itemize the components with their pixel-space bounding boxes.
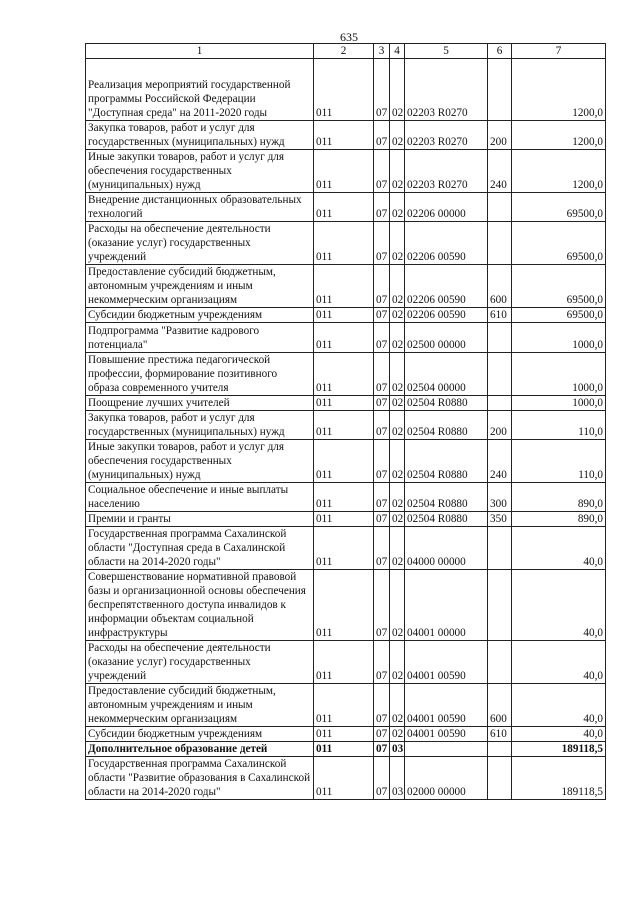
row-name-cell: Подпрограмма "Развитие кадрового потенциала" xyxy=(86,323,314,353)
row-code-cell: 011 xyxy=(314,757,374,800)
row-expense-type-cell: 300 xyxy=(488,483,512,512)
row-subsection-cell: 02 xyxy=(390,727,405,742)
row-amount-cell: 1000,0 xyxy=(512,323,606,353)
row-expense-type-cell: 240 xyxy=(488,150,512,193)
row-expense-type-cell: 600 xyxy=(488,684,512,727)
header-cell: 4 xyxy=(390,44,405,59)
row-target-cell: 02500 00000 xyxy=(405,323,488,353)
row-name-cell: Реализация мероприятий государственной программы Российской Федерации "Доступная среда" на 2011-2020 годы xyxy=(86,59,314,121)
row-expense-type-cell xyxy=(488,222,512,265)
row-section-cell: 07 xyxy=(374,411,390,440)
row-section-cell: 07 xyxy=(374,440,390,483)
table-row xyxy=(86,440,606,483)
header-cell: 5 xyxy=(405,44,488,59)
row-amount-cell: 1200,0 xyxy=(512,150,606,193)
table-row xyxy=(86,512,606,527)
table-row xyxy=(86,396,606,411)
row-amount-cell: 40,0 xyxy=(512,727,606,742)
row-amount-cell: 890,0 xyxy=(512,483,606,512)
page-number: 635 xyxy=(340,30,358,44)
row-code-cell: 011 xyxy=(314,483,374,512)
row-name-cell: Иные закупки товаров, работ и услуг для обеспечения государственных (муниципальных) нужд xyxy=(86,150,314,193)
row-section-cell: 07 xyxy=(374,59,390,121)
row-subsection-cell: 02 xyxy=(390,150,405,193)
row-expense-type-cell xyxy=(488,59,512,121)
row-target-cell: 04001 00590 xyxy=(405,684,488,727)
row-expense-type-cell xyxy=(488,757,512,800)
row-target-cell: 02504 R0880 xyxy=(405,411,488,440)
table-row xyxy=(86,121,606,150)
row-subsection-cell: 02 xyxy=(390,684,405,727)
row-amount-cell: 1000,0 xyxy=(512,353,606,396)
row-code-cell: 011 xyxy=(314,150,374,193)
row-code-cell: 011 xyxy=(314,440,374,483)
row-name-cell: Предоставление субсидий бюджетным, автономным учреждениям и иным некоммерческим организациям xyxy=(86,684,314,727)
row-target-cell: 02000 00000 xyxy=(405,757,488,800)
row-expense-type-cell: 200 xyxy=(488,411,512,440)
row-name-cell: Совершенствование нормативной правовой базы и организационной основы обеспечения беспрепятственного доступа инвалидов к информации объектам социальной инфраструктуры xyxy=(86,570,314,641)
row-name-cell: Премии и гранты xyxy=(86,512,314,527)
row-target-cell: 02203 R0270 xyxy=(405,150,488,193)
row-section-cell: 07 xyxy=(374,684,390,727)
table-row xyxy=(86,150,606,193)
row-code-cell: 011 xyxy=(314,222,374,265)
row-name-cell: Государственная программа Сахалинской области "Развитие образования в Сахалинской области на 2014-2020 годы" xyxy=(86,757,314,800)
table-row xyxy=(86,59,606,121)
row-target-cell: 02504 R0880 xyxy=(405,396,488,411)
row-name-cell: Расходы на обеспечение деятельности (оказание услуг) государственных учреждений xyxy=(86,641,314,684)
row-code-cell: 011 xyxy=(314,308,374,323)
row-name-cell: Закупка товаров, работ и услуг для государственных (муниципальных) нужд xyxy=(86,411,314,440)
row-amount-cell: 40,0 xyxy=(512,641,606,684)
table-row xyxy=(86,684,606,727)
header-cell: 7 xyxy=(512,44,606,59)
row-target-cell: 02504 00000 xyxy=(405,353,488,396)
row-name-cell: Иные закупки товаров, работ и услуг для обеспечения государственных (муниципальных) нужд xyxy=(86,440,314,483)
row-expense-type-cell xyxy=(488,193,512,222)
row-target-cell: 04001 00000 xyxy=(405,570,488,641)
row-amount-cell: 69500,0 xyxy=(512,308,606,323)
row-section-cell: 07 xyxy=(374,757,390,800)
row-section-cell: 07 xyxy=(374,222,390,265)
row-section-cell: 07 xyxy=(374,483,390,512)
row-subsection-cell: 02 xyxy=(390,308,405,323)
row-amount-cell: 1200,0 xyxy=(512,59,606,121)
row-section-cell: 07 xyxy=(374,265,390,308)
row-expense-type-cell xyxy=(488,396,512,411)
row-expense-type-cell xyxy=(488,323,512,353)
table-row xyxy=(86,570,606,641)
row-code-cell: 011 xyxy=(314,684,374,727)
row-code-cell: 011 xyxy=(314,411,374,440)
row-section-cell: 07 xyxy=(374,641,390,684)
row-amount-cell: 40,0 xyxy=(512,570,606,641)
row-expense-type-cell xyxy=(488,641,512,684)
row-target-cell: 02206 00590 xyxy=(405,308,488,323)
row-name-cell: Закупка товаров, работ и услуг для государственных (муниципальных) нужд xyxy=(86,121,314,150)
table-row xyxy=(86,323,606,353)
row-subsection-cell: 02 xyxy=(390,641,405,684)
row-section-cell: 07 xyxy=(374,570,390,641)
row-section-cell: 07 xyxy=(374,121,390,150)
table-row xyxy=(86,483,606,512)
table-row xyxy=(86,757,606,800)
row-code-cell: 011 xyxy=(314,193,374,222)
row-amount-cell: 40,0 xyxy=(512,684,606,727)
row-subsection-cell: 02 xyxy=(390,440,405,483)
row-amount-cell: 69500,0 xyxy=(512,222,606,265)
row-expense-type-cell xyxy=(488,570,512,641)
row-subsection-cell: 02 xyxy=(390,353,405,396)
row-code-cell: 011 xyxy=(314,396,374,411)
row-subsection-cell: 02 xyxy=(390,527,405,570)
row-target-cell xyxy=(405,742,488,757)
budget-table xyxy=(85,43,606,800)
row-expense-type-cell: 600 xyxy=(488,265,512,308)
row-expense-type-cell: 240 xyxy=(488,440,512,483)
table-row xyxy=(86,193,606,222)
row-section-cell: 07 xyxy=(374,323,390,353)
table-row xyxy=(86,308,606,323)
row-target-cell: 02206 00000 xyxy=(405,193,488,222)
row-subsection-cell: 02 xyxy=(390,193,405,222)
table-row xyxy=(86,265,606,308)
row-expense-type-cell: 200 xyxy=(488,121,512,150)
row-code-cell: 011 xyxy=(314,742,374,757)
row-section-cell: 07 xyxy=(374,512,390,527)
row-name-cell: Поощрение лучших учителей xyxy=(86,396,314,411)
row-target-cell: 04001 00590 xyxy=(405,641,488,684)
row-subsection-cell: 02 xyxy=(390,396,405,411)
header-cell: 3 xyxy=(374,44,390,59)
row-amount-cell: 189118,5 xyxy=(512,742,606,757)
row-amount-cell: 110,0 xyxy=(512,411,606,440)
row-amount-cell: 69500,0 xyxy=(512,265,606,308)
row-code-cell: 011 xyxy=(314,353,374,396)
row-subsection-cell: 02 xyxy=(390,222,405,265)
row-name-cell: Предоставление субсидий бюджетным, автономным учреждениям и иным некоммерческим организациям xyxy=(86,265,314,308)
row-name-cell: Внедрение дистанционных образовательных технологий xyxy=(86,193,314,222)
row-target-cell: 02504 R0880 xyxy=(405,440,488,483)
row-code-cell: 011 xyxy=(314,323,374,353)
row-target-cell: 04000 00000 xyxy=(405,527,488,570)
row-subsection-cell: 02 xyxy=(390,323,405,353)
table-row xyxy=(86,527,606,570)
row-name-cell: Субсидии бюджетным учреждениям xyxy=(86,308,314,323)
row-expense-type-cell xyxy=(488,353,512,396)
header-cell: 6 xyxy=(488,44,512,59)
row-amount-cell: 69500,0 xyxy=(512,193,606,222)
row-subsection-cell: 02 xyxy=(390,570,405,641)
row-name-cell: Социальное обеспечение и иные выплаты населению xyxy=(86,483,314,512)
row-target-cell: 02206 00590 xyxy=(405,222,488,265)
row-subsection-cell: 02 xyxy=(390,411,405,440)
row-section-cell: 07 xyxy=(374,193,390,222)
row-expense-type-cell: 610 xyxy=(488,727,512,742)
row-section-cell: 07 xyxy=(374,353,390,396)
table-row xyxy=(86,222,606,265)
row-subsection-cell: 02 xyxy=(390,121,405,150)
row-target-cell: 04001 00590 xyxy=(405,727,488,742)
row-target-cell: 02206 00590 xyxy=(405,265,488,308)
row-target-cell: 02203 R0270 xyxy=(405,59,488,121)
row-subsection-cell: 02 xyxy=(390,483,405,512)
row-code-cell: 011 xyxy=(314,570,374,641)
row-section-cell: 07 xyxy=(374,396,390,411)
row-target-cell: 02203 R0270 xyxy=(405,121,488,150)
row-code-cell: 011 xyxy=(314,527,374,570)
table-row xyxy=(86,641,606,684)
row-subsection-cell: 02 xyxy=(390,59,405,121)
row-expense-type-cell: 350 xyxy=(488,512,512,527)
row-amount-cell: 189118,5 xyxy=(512,757,606,800)
row-amount-cell: 1200,0 xyxy=(512,121,606,150)
row-code-cell: 011 xyxy=(314,512,374,527)
table-row xyxy=(86,411,606,440)
row-section-cell: 07 xyxy=(374,527,390,570)
row-name-cell: Государственная программа Сахалинской области "Доступная среда в Сахалинской области на 2014-2020 годы" xyxy=(86,527,314,570)
row-section-cell: 07 xyxy=(374,150,390,193)
row-code-cell: 011 xyxy=(314,59,374,121)
header-cell: 1 xyxy=(86,44,314,59)
row-target-cell: 02504 R0880 xyxy=(405,483,488,512)
header-cell: 2 xyxy=(314,44,374,59)
row-subsection-cell: 03 xyxy=(390,757,405,800)
row-section-cell: 07 xyxy=(374,308,390,323)
header-row xyxy=(86,44,606,59)
row-code-cell: 011 xyxy=(314,265,374,308)
row-name-cell: Расходы на обеспечение деятельности (оказание услуг) государственных учреждений xyxy=(86,222,314,265)
row-section-cell: 07 xyxy=(374,727,390,742)
row-expense-type-cell: 610 xyxy=(488,308,512,323)
row-target-cell: 02504 R0880 xyxy=(405,512,488,527)
table-row xyxy=(86,727,606,742)
row-amount-cell: 40,0 xyxy=(512,527,606,570)
row-subsection-cell: 03 xyxy=(390,742,405,757)
row-expense-type-cell xyxy=(488,742,512,757)
row-amount-cell: 110,0 xyxy=(512,440,606,483)
row-name-cell: Субсидии бюджетным учреждениям xyxy=(86,727,314,742)
table-row xyxy=(86,742,606,757)
row-section-cell: 07 xyxy=(374,742,390,757)
row-expense-type-cell xyxy=(488,527,512,570)
row-subsection-cell: 02 xyxy=(390,512,405,527)
row-code-cell: 011 xyxy=(314,641,374,684)
row-name-cell: Дополнительное образование детей xyxy=(86,742,314,757)
row-code-cell: 011 xyxy=(314,727,374,742)
row-amount-cell: 1000,0 xyxy=(512,396,606,411)
row-name-cell: Повышение престижа педагогической профессии, формирование позитивного образа современного учителя xyxy=(86,353,314,396)
row-subsection-cell: 02 xyxy=(390,265,405,308)
row-code-cell: 011 xyxy=(314,121,374,150)
row-amount-cell: 890,0 xyxy=(512,512,606,527)
table-row xyxy=(86,353,606,396)
